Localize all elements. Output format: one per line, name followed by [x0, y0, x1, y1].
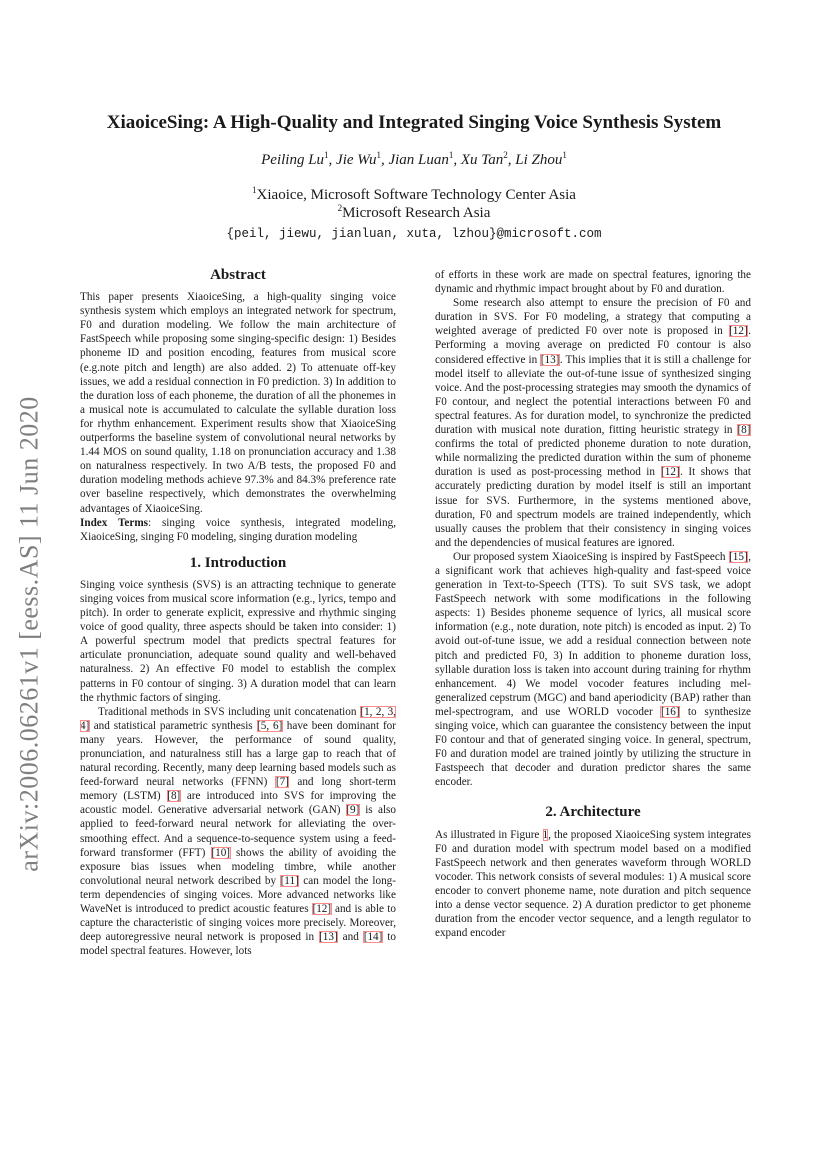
citation-link[interactable]: [15]	[729, 550, 748, 563]
author-name: Jian Luan	[388, 152, 449, 168]
left-column	[80, 268, 396, 958]
affiliation-mark: 2	[337, 203, 343, 213]
author-aff-mark: 1	[448, 150, 454, 160]
author-name: Xu Tan	[460, 152, 504, 168]
text-run: can model the long-term dependencies of singing voices. More advanced networks like WaveNet is introduced to predict acoustic features	[80, 874, 396, 916]
citation-link[interactable]: [13]	[319, 931, 338, 944]
text-run: Traditional methods in SVS including unit concatenation	[98, 705, 360, 718]
intro-paragraph-5	[435, 550, 751, 790]
citation-link[interactable]: [11]	[280, 874, 299, 887]
abstract-text: This paper presents XiaoiceSing, a high-quality singing voice synthesis system which employs an integrated network for spectrum, F0 and duration modeling. We follow the main architecture of FastSpeech while proposing some singing-specific design: 1) Besides phoneme ID and position encoding, features from musical score (e.g.note pitch and length) are also added. 2) To attenuate off-key issues, we add a residual connection in F0 prediction. 3) In addition to the duration loss of each phoneme, the duration of all the phonemes in a musical note is accumulated to calculate the syllable duration loss for rhythm enhancement. Experiment results show that XiaoiceSing outperforms the baseline system of convolutional neural networks by 1.44 MOS on sound quality, 1.18 on pronunciation accuracy and 1.38 on naturalness respectively. In two A/B tests, the proposed F0 and duration modeling methods achieve 97.3% and 84.3% preference rate over baseline respectively, which demonstrates the overwhelming advantages of XiaoiceSing.	[80, 291, 396, 515]
affiliation-2	[60, 205, 768, 222]
affiliation-mark: 1	[252, 185, 257, 195]
abstract-heading: Abstract	[210, 267, 266, 283]
author-aff-mark: 1	[324, 150, 329, 160]
citation-link[interactable]: [13]	[540, 353, 560, 366]
citation-link[interactable]: [16]	[660, 705, 680, 718]
citation-link[interactable]: [5, 6]	[257, 719, 283, 732]
text-run: , a significant work that achieves high-quality and fast-speed voice generation in Text-to-Speech (TTS). To suit SVS task, we adopt FastSpeech network with some modifications in the following aspects: 1) Besides phoneme sequence of lyrics, all musical score information (e.g., note duration, note pitch) is encoded as input. 2) To avoid out-of-tune issue, we add a residual connection between note pitch and predicted F0, 3) In addition to phoneme duration loss, syllable duration loss is taken into account during training for rhythm enhancement. 4) We model vocoder features including mel-generalized cepstrum (MGC) and band aperiodicity (BAP) rather than mel-spectrogram, and use WORLD vocoder	[435, 550, 751, 718]
text-run: . This implies that it is still a challenge for model itself to alleviate the out-of-tune issue of synthesized singing voice. And the post-processing strategies may smooth the dynamics of F0 contour, and neglect the potential interactions between F0 and spectral features. As for duration model, to synchronize the predicted duration with musical note duration, fitting heuristic strategy in	[435, 353, 751, 437]
text-run: is also applied to feed-forward neural network for alleviating the over-smoothing effect. And a sequence-to-sequence system using a feed-forward transformer (FFT)	[80, 804, 396, 859]
intro-paragraph-4	[435, 296, 751, 550]
author-aff-mark: 1	[376, 150, 381, 160]
citation-link[interactable]: [14]	[363, 931, 383, 944]
text-run: , the proposed XiaoiceSing system integrates F0 and duration model with spectrum model based on a modified FastSpeech network and then generates waveform through WORLD vocoder. This network consists of several modules: 1) A musical score encoder to convert phoneme name, note duration and pitch sequence into a dense vector sequence. 2) A duration predictor to get phoneme duration from the encoder vector sequence, and a length regulator to expand encoder	[435, 828, 751, 940]
author-list: Peiling Lu$^1$, Jie Wu$^1$, Jian Luan$^1$, Xu Tan$^2$, Li Zhou$^1$	[261, 150, 567, 168]
arxiv-identifier: arXiv:2006.06261v1 [eess.AS] 11 Jun 2020	[15, 396, 45, 872]
text-run: . Performing a moving average on predicted F0 contour is also considered effective in	[435, 325, 751, 366]
intro-paragraph-2	[80, 705, 396, 959]
author-name: Peiling Lu	[261, 152, 325, 168]
citation-link[interactable]: [8]	[737, 424, 751, 437]
citation-link[interactable]: [1, 2, 3, 4]	[80, 705, 397, 732]
text-run: and is able to capture the characteristic of singing voices more precisely. Moreover, deep autoregressive neural network is proposed in	[80, 903, 397, 944]
affiliation-1	[60, 187, 768, 204]
text-run: to synthesize singing voice, which can guarantee the consistency between the input F0 contour and that of generated singing voice. In general, spectrum, F0 and duration model are trained jointly by utilizing the structure in Fastspeech that decoder and duration predictor shares the same encoder.	[435, 705, 751, 789]
arxiv-stamp	[6, 360, 54, 908]
text-run: and statistical parametric synthesis	[89, 719, 257, 732]
author-aff-mark: 2	[503, 150, 508, 160]
text-run: . It shows that accurately predicting duration by model itself is still an important issue for SVS. Furthermore, in the systems mentioned above, duration, F0 and spectrum models are trained independently, which usually causes the problem that their consistency in singing voices and the dependencies of musical features are ignored.	[435, 466, 751, 549]
text-run: have been dominant for many years. However, the performance of sound quality, pronunciation, and naturalness still has a large gap to reach that of natural recording. Recently, many deep learning based models such as feed-forward neural networks (FFNN)	[80, 719, 396, 789]
citation-link[interactable]: [8]	[167, 790, 181, 803]
text-run: confirms the total of predicted phoneme duration to note duration, while normalizing the predicted duration within the sum of phoneme duration is used as post-processing method in	[435, 438, 751, 479]
figure-link[interactable]: 1	[542, 828, 549, 841]
intro-heading: 1. Introduction	[189, 554, 287, 571]
architecture-paragraph-1	[435, 828, 751, 941]
index-terms-text: : singing voice synthesis, integrated modeling, XiaoiceSing, singing F0 modeling, singing duration modeling	[80, 516, 396, 543]
author-name: Li Zhou	[515, 152, 563, 168]
text-run: Some research also attempt to ensure the precision of F0 and duration in SVS. For F0 modeling, a strategy that computing a weighted average of predicted F0 over note is proposed in	[435, 297, 751, 338]
text-run: shows the ability of avoiding the exposure bias issues when modeling timbre, while another convolutional neural network described by	[80, 846, 396, 887]
text-run: to model spectral features. However, lots	[80, 931, 397, 958]
text-run: and	[338, 931, 364, 944]
index-terms	[80, 516, 396, 544]
citation-link[interactable]: [12]	[729, 325, 748, 338]
affiliation-text: Microsoft Research Asia	[342, 205, 491, 221]
author-email: {peil, jiewu, jianluan, xuta, lzhou}@microsoft.com	[226, 227, 602, 241]
architecture-heading: 2. Architecture	[545, 804, 641, 821]
citation-link[interactable]: [7]	[275, 776, 289, 789]
index-terms-label: Index Terms	[80, 516, 149, 529]
right-column	[435, 268, 751, 940]
author-aff-mark: 1	[562, 150, 567, 160]
text-run: and long short-term memory (LSTM)	[80, 776, 396, 803]
author-name: Jie Wu	[336, 152, 377, 168]
text-run: Our proposed system XiaoiceSing is inspired by FastSpeech	[453, 550, 729, 563]
text-run: As illustrated in Figure	[435, 828, 543, 841]
citation-link[interactable]: [12]	[661, 466, 680, 479]
citation-link[interactable]: [12]	[312, 903, 332, 916]
text-run: are introduced into SVS for improving the acoustic model. Generative adversarial network (GAN)	[80, 790, 396, 817]
citation-link[interactable]: [10]	[211, 846, 231, 859]
citation-link[interactable]: [9]	[346, 804, 360, 817]
paper-title: XiaoiceSing: A High-Quality and Integrated Singing Voice Synthesis System	[106, 112, 722, 133]
intro-paragraph-1: Singing voice synthesis (SVS) is an attracting technique to generate singing voices from musical score information (e.g., lyrics, tempo and pitch). In order to generate explicit, expressive and rhythmic singing voice of good quality, three aspects should be taken into consider: 1) A powerful spectrum model that predicts spectral features for articulate pronunciation, adequate sound quality and well-behaved naturalness. 2) An effective F0 model to establish the complex patterns in F0 contour of singing. 3) A duration model that can learn the rhythmic factors of singing.	[80, 578, 396, 704]
affiliation-text: Xiaoice, Microsoft Software Technology Center Asia	[256, 187, 576, 203]
intro-paragraph-3: of efforts in these work are made on spectral features, ignoring the dynamic and rhythmic impact brought about by F0 and duration.	[435, 269, 751, 296]
